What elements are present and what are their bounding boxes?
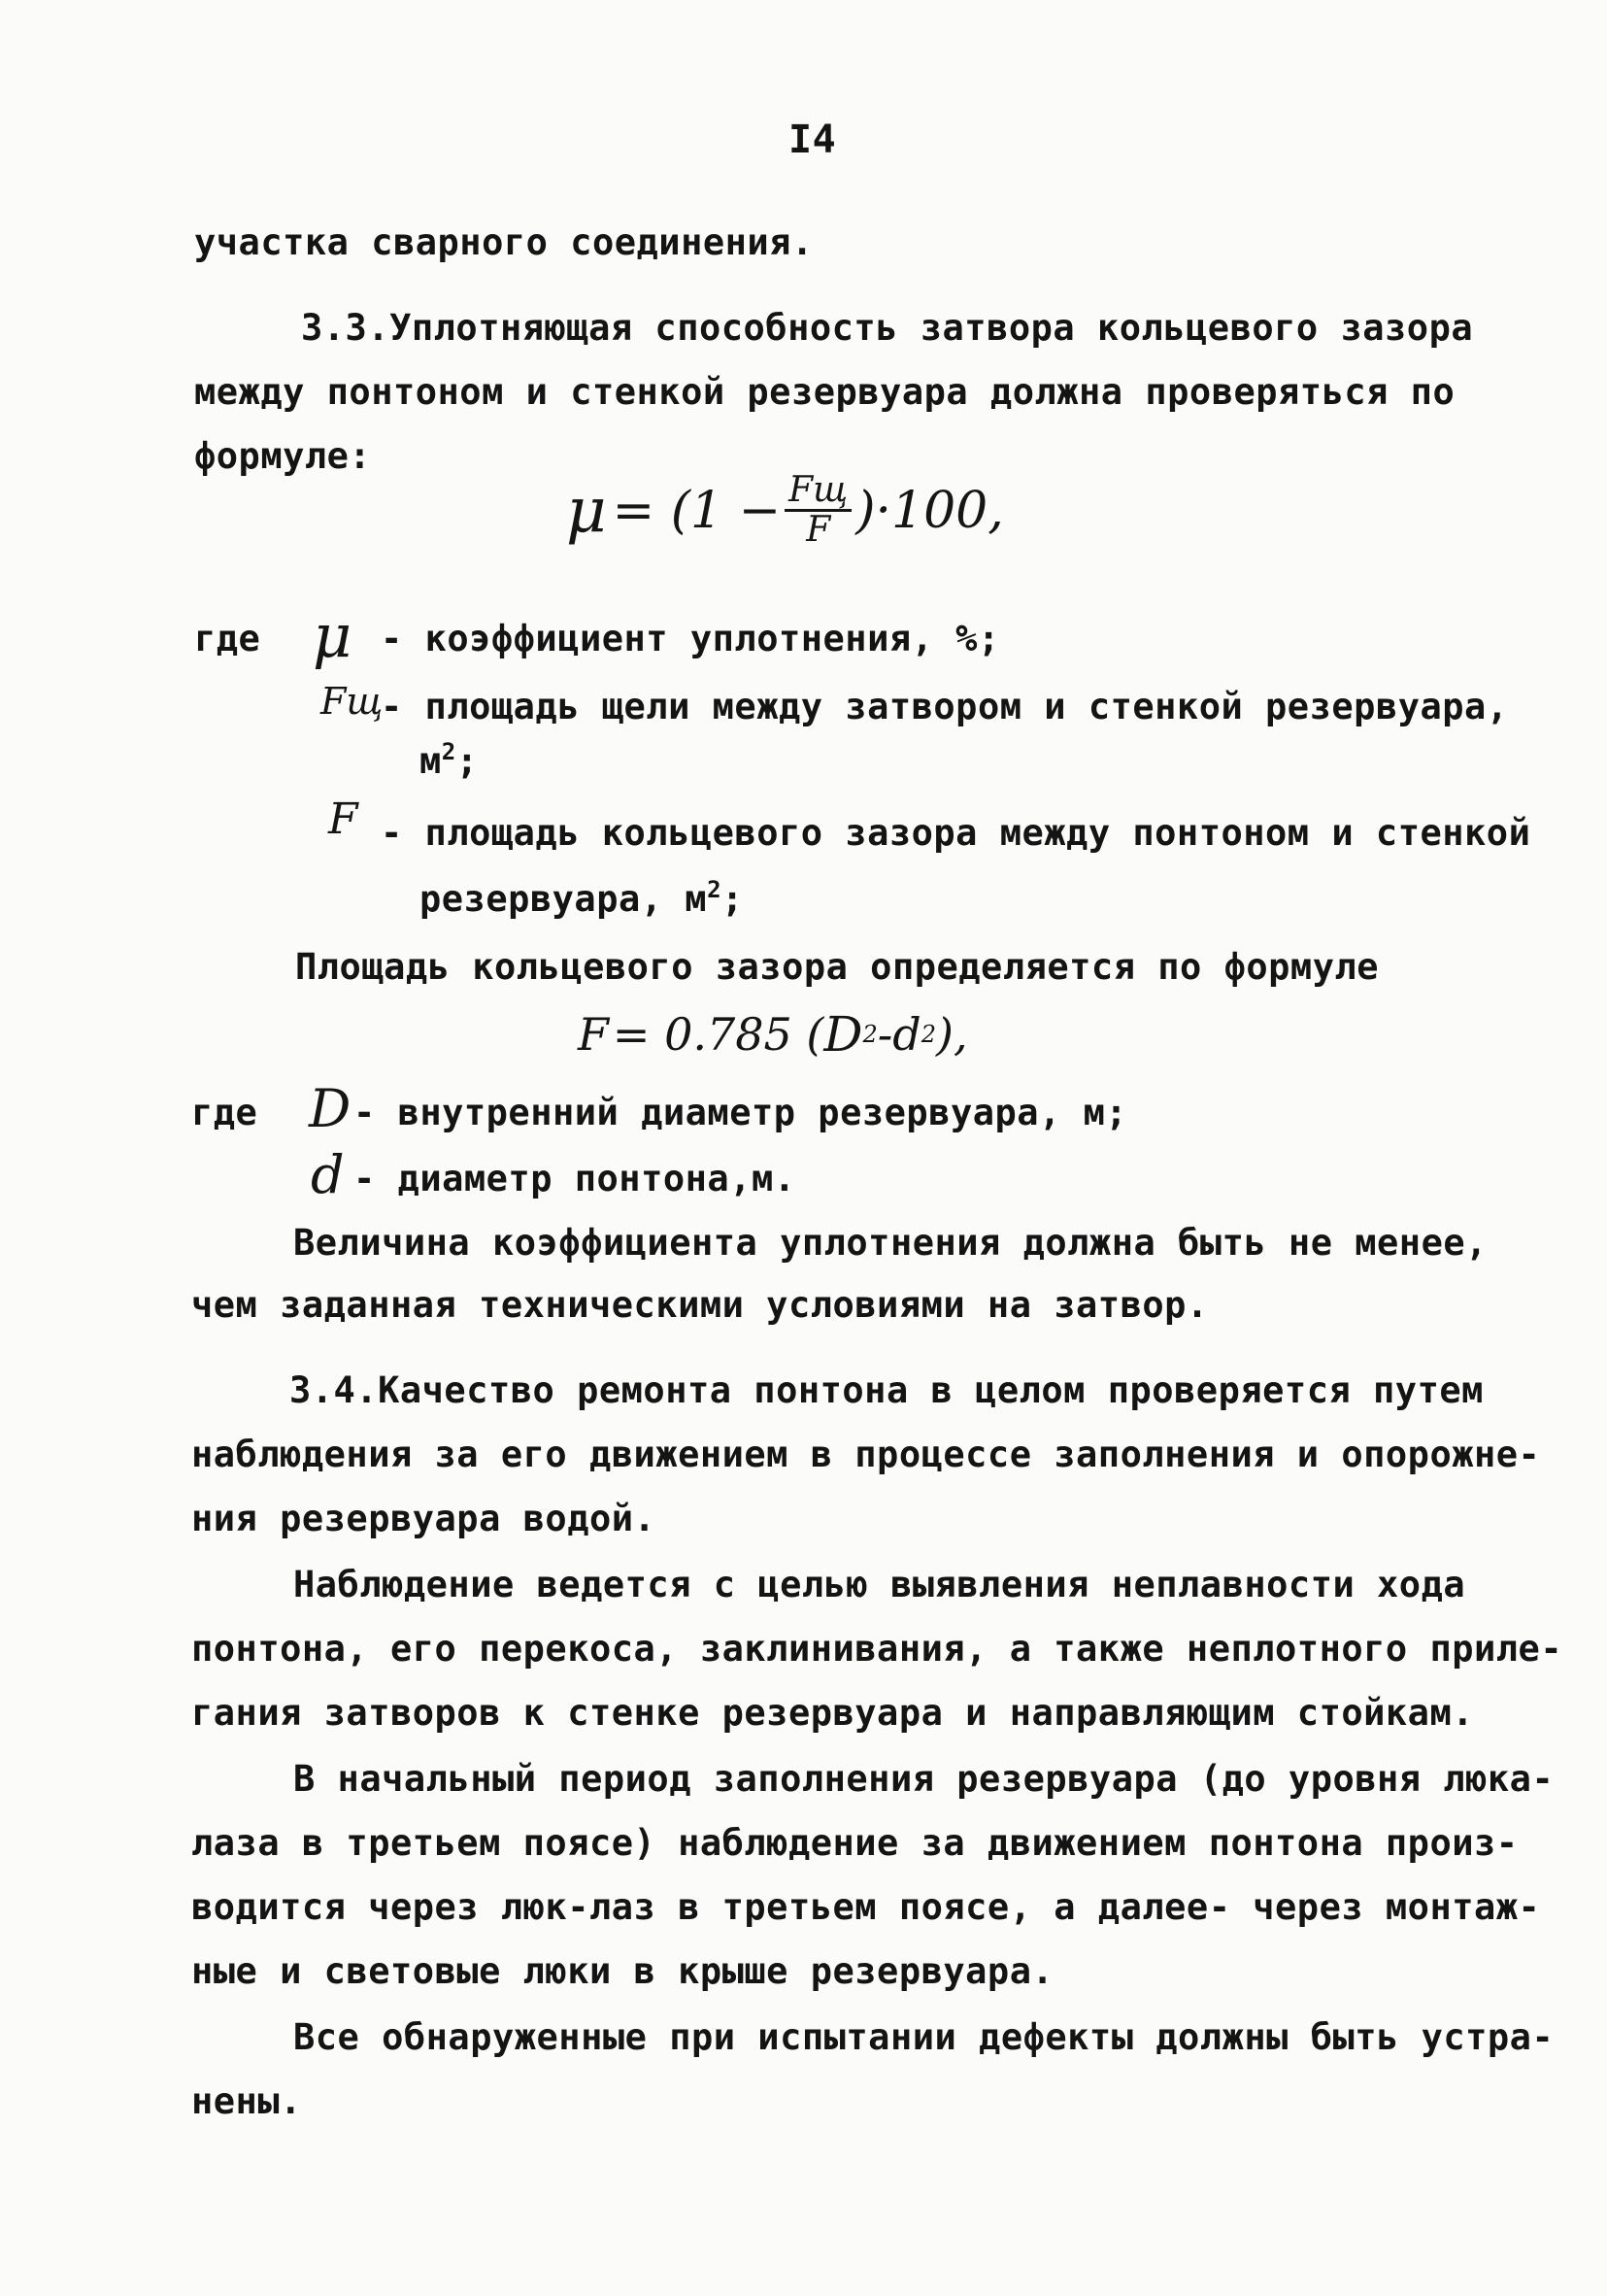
formula1-tail: )·100,: [855, 481, 1004, 540]
text-line-1: участка сварного соединения.: [194, 221, 814, 263]
text-line-17: ные и световые люки в крыше резервуара.: [191, 1950, 1055, 1992]
symbol-f: F: [328, 794, 358, 844]
text-line-7: чем заданная техническими условиями на затвор.: [191, 1284, 1209, 1326]
text-line-14: В начальный период заполнения резервуара (до уровня люка-: [293, 1758, 1555, 1800]
text-line-8: 3.4.Качество ремонта понтона в целом проверяется путем: [289, 1369, 1484, 1411]
formula2-close: ),: [936, 1008, 968, 1061]
symbol-f-shch: Fщ: [320, 680, 384, 723]
symbol-d: d: [311, 1144, 345, 1205]
gde-label-2: где: [191, 1092, 258, 1133]
text-line-11: Наблюдение ведется с целью выявления неплавности хода: [293, 1564, 1466, 1605]
formula1-lhs: μ: [566, 474, 607, 547]
text-line-13: гания затворов к стенке резервуара и направляющим стойкам.: [191, 1692, 1475, 1734]
formula-sealing-coefficient: [566, 472, 1004, 549]
definition-f-shch: - площадь щели между затвором и стенкой резервуара,: [381, 686, 1509, 727]
formula2-D: D: [823, 1006, 863, 1063]
text-line-3: между понтоном и стенкой резервуара должна проверяться по: [194, 371, 1456, 413]
text-line-18: Все обнаруженные при испытании дефекты должны быть устра-: [293, 2016, 1555, 2058]
text-line-10: ния резервуара водой.: [191, 1498, 656, 1539]
page-number: I4: [788, 118, 837, 162]
formula2-eq: = 0.785 (: [612, 1008, 824, 1061]
formula1-denominator: F: [806, 510, 831, 550]
formula1-numerator: Fщ: [785, 472, 852, 512]
text-line-16: водится через люк-лаз в третьем поясе, а далее- через монтаж-: [191, 1886, 1541, 1928]
gde-label-1: где: [194, 618, 261, 659]
text-line-2: 3.3.Уплотняющая способность затвора кольцевого зазора: [301, 307, 1474, 349]
formula2-minus: -: [877, 1008, 893, 1061]
definition-d: - диаметр понтона,м.: [353, 1158, 796, 1199]
formula2-lhs: F: [578, 1008, 609, 1061]
text-line-15: лаза в третьем поясе) наблюдение за движением понтона произ-: [191, 1822, 1519, 1864]
text-line-19: нены.: [191, 2080, 302, 2122]
definition-D: - внутренний диаметр резервуара, м;: [353, 1092, 1128, 1133]
formula-annular-gap-area: F = 0.785 ( D 2 - d 2 ),: [578, 1006, 968, 1063]
text-line-4: формуле:: [194, 435, 372, 477]
definition-mu: - коэффициент уплотнения, %;: [381, 618, 1000, 659]
definition-f-unit: резервуара, $м^2$;: [419, 876, 744, 920]
text-line-5: Площадь кольцевого зазора определяется по формуле: [295, 946, 1380, 988]
formula1-fraction: [785, 472, 852, 549]
definition-f: - площадь кольцевого зазора между понтоном и стенкой: [381, 812, 1531, 854]
symbol-mu: μ: [313, 600, 352, 671]
text-line-9: наблюдения за его движением в процессе заполнения и опорожне-: [191, 1434, 1541, 1475]
formula1-open: = (1 −: [612, 481, 782, 540]
symbol-D: D: [309, 1078, 352, 1139]
text-line-6: Величина коэффициента уплотнения должна быть не менее,: [293, 1222, 1488, 1264]
text-line-12: понтона, его перекоса, заклинивания, а также неплотного приле-: [191, 1628, 1563, 1670]
definition-f-shch-unit: $м^2$;: [419, 738, 479, 782]
formula2-d: d: [892, 1008, 921, 1061]
